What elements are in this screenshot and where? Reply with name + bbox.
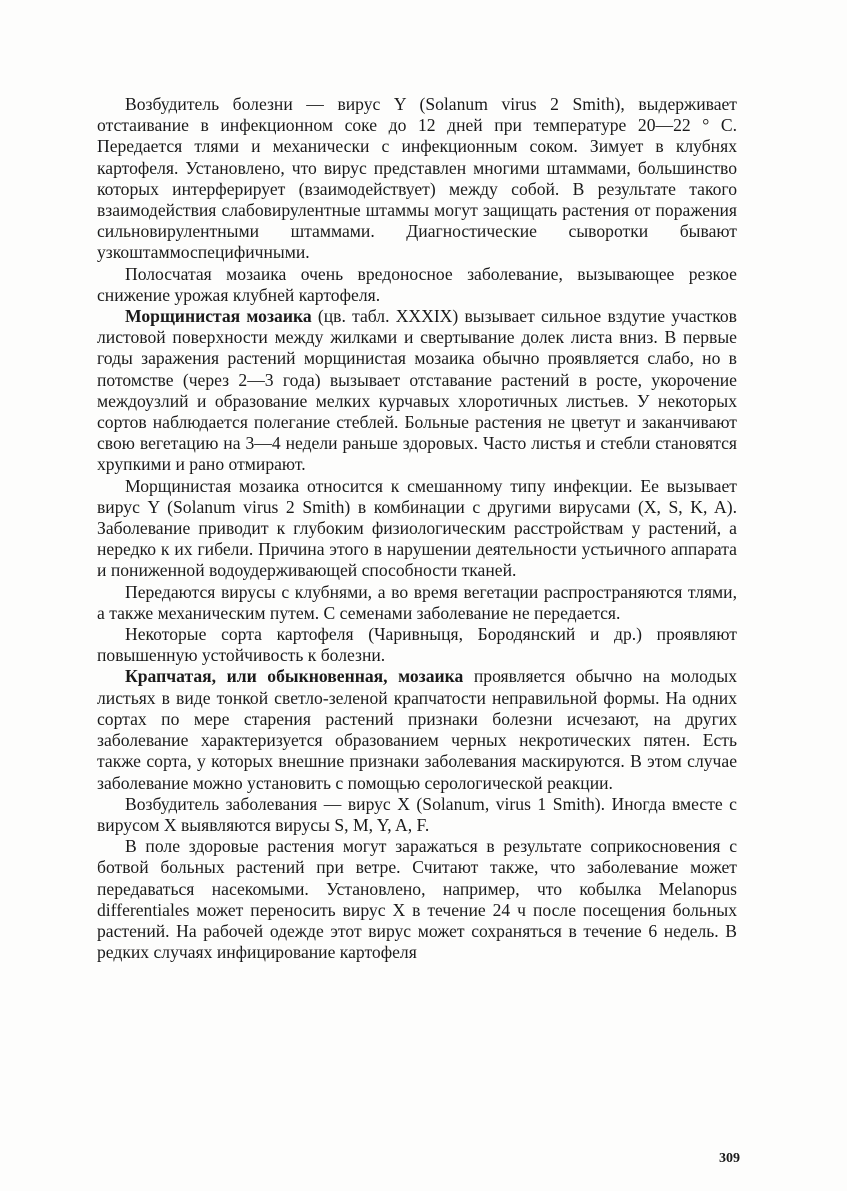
- paragraph-pathogen-x: [97, 794, 737, 836]
- paragraph-striped-mosaic: [97, 264, 737, 306]
- paragraph-mixed-infection: [97, 476, 737, 582]
- paragraph-text: (цв. табл. XXXIX) вызывает сильное вздутие участков листовой поверхности между жилками и свертывание долек листа вниз. В первые годы заражения растений морщинистая мозаика обычно проявляется слабо, но в потомстве (через 2—3 года) вызывает отставание растений в росте, укорочение междоузлий и образование мелких курчавых хлоротичных листьев. У некоторых сортов наблюдается полегание стеблей. Больные растения не цветут и заканчивают свою вегетацию на 3—4 недели раньше здоровых. Часто листья и стебли становятся хрупкими и рано отмирают.: [97, 306, 737, 475]
- paragraph-text: Возбудитель болезни — вирус Y (Solanum virus 2 Smith), выдерживает отстаивание в инфекционном соке до 12 дней при температуре 20—22 ° С. Передается тлями и механически с инфекционным соком. Зимует в клубнях картофеля. Установлено, что вирус представлен многими штаммами, большинство которых интерферирует (взаимодействует) между собой. В результате такого взаимодействия слабовирулентные штаммы могут защищать растения от поражения сильновирулентными штаммами. Диагностические сыворотки бывают узкоштаммоспецифичными.: [97, 94, 737, 263]
- term-heading: Крапчатая, или обыкновенная, мозаика: [125, 666, 464, 687]
- paragraph-text: Некоторые сорта картофеля (Чаривныця, Бородянский и др.) проявляют повышенную устойчивость к болезни.: [97, 624, 737, 666]
- paragraph-text: Полосчатая мозаика очень вредоносное заболевание, вызывающее резкое снижение урожая клубней картофеля.: [97, 263, 737, 305]
- paragraph-text: Передаются вирусы с клубнями, а во время вегетации распространяются тлями, а также механическим путем. С семенами заболевание не передается.: [97, 581, 737, 623]
- paragraph-mottled-mosaic: [97, 666, 737, 793]
- term-heading: Морщинистая мозаика: [125, 306, 312, 327]
- paragraph-text: В поле здоровые растения могут заражаться в результате соприкосновения с ботвой больных растений при ветре. Считают также, что заболевание может передаваться насекомыми. Установлено, например, что кобылка Melanopus differentiales может переносить вирус X в течение 24 ч после посещения больных растений. На рабочей одежде этот вирус может сохраняться в течение 6 недель. В редких случаях инфицирование картофеля: [97, 836, 737, 963]
- body-text: [97, 94, 737, 963]
- paragraph-wrinkled-mosaic: [97, 306, 737, 476]
- page-number: 309: [719, 1151, 740, 1166]
- paragraph-text: Морщинистая мозаика относится к смешанному типу инфекции. Ее вызывает вирус Y (Solanum virus 2 Smith) в комбинации с другими вирусами (X, S, K, A). Заболевание приводит к глубоким физиологическим расстройствам у растений, а нередко к их гибели. Причина этого в нарушении деятельности устьичного аппарата и пониженной водоудерживающей способности тканей.: [97, 475, 737, 581]
- paragraph-text: Возбудитель заболевания — вирус X (Solanum, virus 1 Smith). Иногда вместе с вирусом X выявляются вирусы S, M, Y, A, F.: [97, 793, 737, 835]
- paragraph-field-infection: [97, 836, 737, 963]
- paragraph-text: проявляется обычно на молодых листьях в виде тонкой светло-зеленой крапчатости неправильной формы. На одних сортах по мере старения растений признаки болезни исчезают, на других заболевание характеризуется образованием черных некротических пятен. Есть также сорта, у которых внешние признаки заболевания маскируются. В этом случае заболевание можно установить с помощью серологической реакции.: [97, 666, 737, 793]
- paragraph-pathogen-y: [97, 94, 737, 264]
- paragraph-resistant-varieties: [97, 624, 737, 666]
- paragraph-transmission: [97, 582, 737, 624]
